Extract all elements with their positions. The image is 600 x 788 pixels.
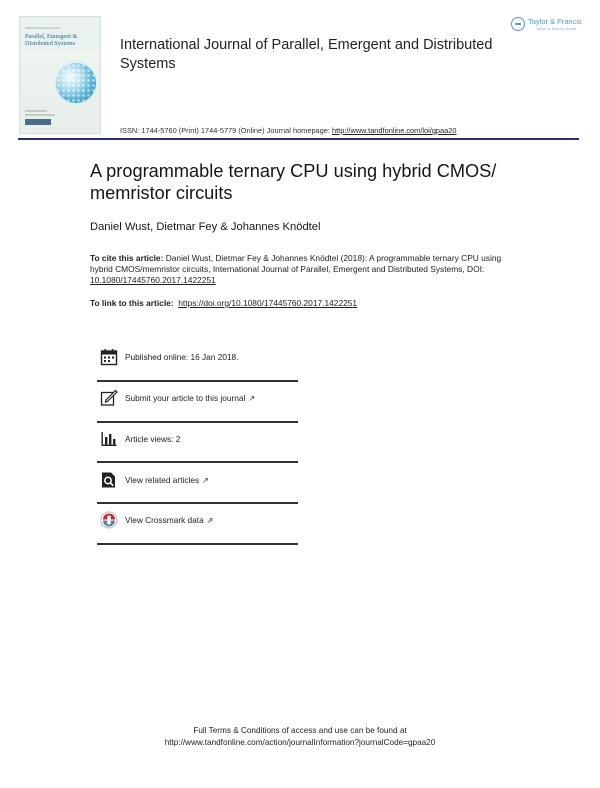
publisher-logo bbox=[508, 15, 586, 37]
publisher-logo-icon bbox=[511, 17, 525, 31]
calendar-icon bbox=[100, 348, 118, 366]
cover-series-label: International Journal of bbox=[25, 26, 60, 30]
external-link-icon: ⇗ bbox=[206, 516, 214, 525]
crossmark-row[interactable] bbox=[98, 511, 298, 547]
citation-doi-link[interactable]: 10.1080/17445760.2017.1422251 bbox=[90, 275, 216, 286]
published-online-label: Published online: 16 Jan 2018. bbox=[125, 352, 239, 362]
submit-article-link[interactable]: Submit your article to this journal bbox=[125, 393, 246, 403]
cover-publisher-mark bbox=[25, 119, 51, 125]
citation-label: To cite this article: bbox=[90, 253, 164, 263]
published-online-row bbox=[98, 348, 298, 384]
crossmark-link[interactable]: View Crossmark data bbox=[125, 515, 204, 525]
divider bbox=[97, 421, 298, 423]
publisher-name: Taylor & Francis bbox=[528, 17, 582, 26]
bar-chart-icon bbox=[100, 430, 118, 448]
divider bbox=[97, 543, 298, 545]
article-views-label: Article views: 2 bbox=[125, 434, 181, 444]
related-articles-link[interactable]: View related articles bbox=[125, 475, 200, 485]
journal-homepage-link[interactable]: http://www.tandfonline.com/loi/gpaa20 bbox=[332, 126, 457, 135]
related-articles-icon bbox=[100, 471, 118, 489]
cover-sphere-graphic bbox=[56, 63, 96, 103]
link-label: To link to this article: bbox=[90, 298, 174, 308]
citation-block bbox=[90, 253, 520, 287]
external-link-icon: ↗ bbox=[202, 476, 209, 485]
journal-title: International Journal of Parallel, Emergent and Distributed Systems bbox=[120, 37, 493, 72]
edit-icon bbox=[100, 389, 118, 407]
article-title: A programmable ternary CPU using hybrid CMOS/ memristor circuits bbox=[90, 161, 497, 203]
publisher-tagline: Taylor & Francis Group bbox=[536, 27, 577, 31]
article-authors: Daniel Wust, Dietmar Fey & Johannes Knödtel bbox=[90, 221, 321, 233]
journal-cover-image bbox=[19, 16, 101, 134]
footer-terms bbox=[100, 725, 500, 748]
footer-line-1: Full Terms & Conditions of access and use can be found at bbox=[193, 726, 407, 735]
article-link-line bbox=[90, 298, 357, 308]
issn-text: ISSN: 1744-5760 (Print) 1744-5779 (Online) Journal homepage: bbox=[120, 126, 332, 135]
article-doi-link[interactable]: https://doi.org/10.1080/17445760.2017.1422251 bbox=[178, 298, 358, 308]
footer-terms-link[interactable]: http://www.tandfonline.com/action/journalInformation?journalCode=gpaa20 bbox=[164, 737, 436, 747]
header-rule bbox=[18, 138, 579, 140]
divider bbox=[97, 380, 298, 382]
citation-text: Daniel Wust, Dietmar Fey & Johannes Knödtel (2018): A programmable ternary CPU using hybrid CMOS/memristor circuits, International Journal of Parallel, Emergent and Distributed Systems, DOI: bbox=[90, 253, 502, 275]
external-link-icon: ↗ bbox=[248, 394, 256, 403]
cover-title: Parallel, Emergent & Distributed Systems bbox=[25, 33, 78, 48]
crossmark-icon bbox=[100, 511, 118, 529]
submit-article-row[interactable] bbox=[98, 389, 298, 425]
divider bbox=[97, 461, 298, 463]
issn-line bbox=[120, 126, 457, 135]
divider bbox=[97, 502, 298, 504]
